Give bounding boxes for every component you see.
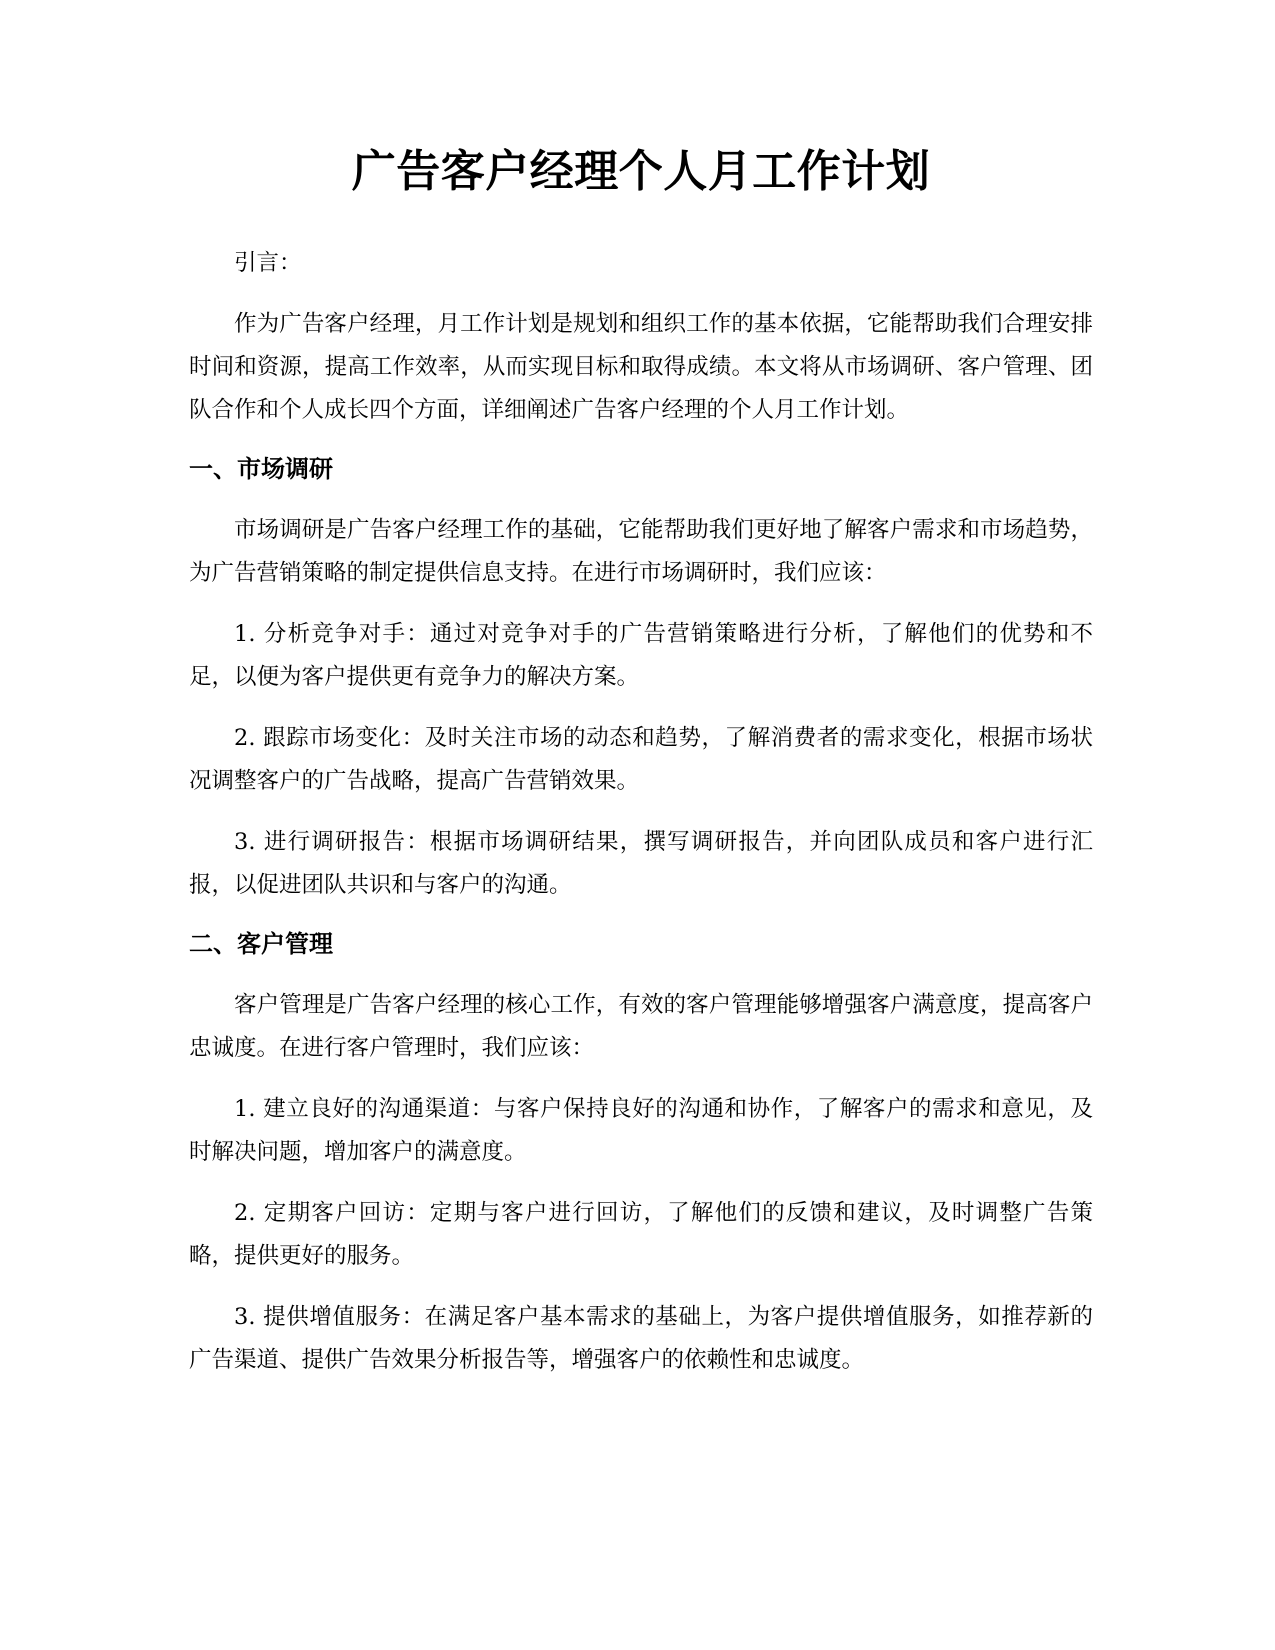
intro-paragraph: 作为广告客户经理，月工作计划是规划和组织工作的基本依据，它能帮助我们合理安排时间和资源，提高工作效率，从而实现目标和取得成绩。本文将从市场调研、客户管理、团队合作和个人成长四个方面，详细阐述广告客户经理的个人月工作计划。 — [189, 311, 1093, 423]
section-1-item-2: 2. 跟踪市场变化：及时关注市场的动态和趋势，了解消费者的需求变化，根据市场状况调整客户的广告战略，提高广告营销效果。 — [189, 725, 1093, 794]
section-2-item-2: 2. 定期客户回访：定期与客户进行回访，了解他们的反馈和建议，及时调整广告策略，提供更好的服务。 — [189, 1200, 1093, 1269]
section-2-intro: 客户管理是广告客户经理的核心工作，有效的客户管理能够增强客户满意度，提高客户忠诚度。在进行客户管理时，我们应该： — [189, 992, 1093, 1061]
intro-label: 引言： — [234, 250, 302, 276]
section-heading-market-research: 一、市场调研 — [189, 455, 333, 483]
section-2-item-1: 1. 建立良好的沟通渠道：与客户保持良好的沟通和协作，了解客户的需求和意见，及时解决问题，增加客户的满意度。 — [189, 1096, 1093, 1165]
document-title: 广告客户经理个人月工作计划 — [351, 146, 931, 197]
section-2-item-3: 3. 提供增值服务：在满足客户基本需求的基础上，为客户提供增值服务，如推荐新的广告渠道、提供广告效果分析报告等，增强客户的依赖性和忠诚度。 — [189, 1304, 1093, 1373]
section-1-item-1: 1. 分析竞争对手：通过对竞争对手的广告营销策略进行分析，了解他们的优势和不足，以便为客户提供更有竞争力的解决方案。 — [189, 621, 1093, 690]
document-body — [189, 140, 1093, 1382]
section-1-item-3: 3. 进行调研报告：根据市场调研结果，撰写调研报告，并向团队成员和客户进行汇报，以促进团队共识和与客户的沟通。 — [189, 829, 1093, 898]
section-1-intro: 市场调研是广告客户经理工作的基础，它能帮助我们更好地了解客户需求和市场趋势，为广告营销策略的制定提供信息支持。在进行市场调研时，我们应该： — [189, 517, 1093, 586]
section-heading-client-management: 二、客户管理 — [189, 930, 333, 958]
